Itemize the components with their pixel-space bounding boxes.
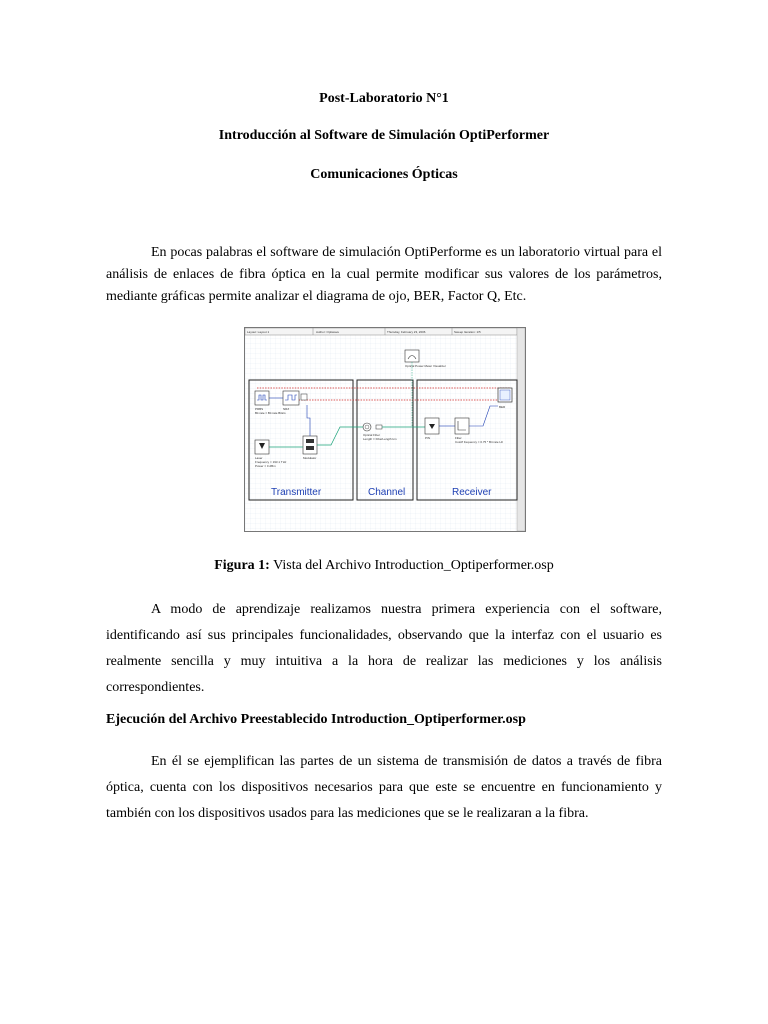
figure-schematic (244, 327, 526, 532)
paragraph-execution-text: En él se ejemplifican las partes de un sistema de transmisión de datos a través de fibra óptica, cuenta con los dispositivos necesarios para que este se encuentre en funcionamiento y también con los dispositivos usados para las mediciones que se le realizaran a la fibra. (106, 754, 662, 821)
filter-icon (455, 418, 469, 434)
prbs-detail: Bit rate = Bit rate Bits/s (255, 411, 286, 415)
header-layout: Layout: Layout 1 (247, 330, 270, 334)
ber-label: BER (499, 405, 506, 409)
header-sweep: Sweep Iteration: 1/5 (454, 330, 481, 334)
document-subtitle: Introducción al Software de Simulación OptiPerformer (218, 128, 550, 143)
power-meter-icon (405, 350, 419, 362)
filter-detail: Cutoff frequency = 0.75 * Bit rate Hz (455, 440, 504, 444)
power-meter-label: Optical Power Meter Visualizer (405, 364, 446, 368)
block-channel: Channel (368, 487, 406, 498)
laser-frequency: Frequency = 193.1 THz (255, 460, 287, 464)
block-receiver: Receiver (452, 487, 492, 498)
laser-power: Power = 0 dBm (255, 464, 276, 468)
paragraph-intro-text: En pocas palabras el software de simulación OptiPerforme es un laboratorio virtual para el análisis de enlaces de fibra óptica en la cual permite modificar sus valores de los parámetros, mediante gráficas permite analizar el diagrama de ojo, BER, Factor Q, Etc. (106, 245, 662, 304)
fiber-length: Length = FiberLength km (363, 437, 397, 441)
nrz-label: NRZ (283, 407, 290, 411)
modulator-icon (303, 436, 317, 454)
laser-label: Laser (255, 456, 263, 460)
header-author: Author: Optiwave (316, 330, 340, 334)
paragraph-learning (106, 597, 662, 701)
paragraph-execution (106, 749, 662, 827)
prbs-icon (255, 391, 269, 405)
section-heading: Ejecución del Archivo Preestablecido Introduction_Optiperformer.osp (106, 712, 526, 727)
fiber-icon (363, 423, 371, 431)
fiber-label: Optical Fiber (363, 433, 381, 437)
document-title: Post-Laboratorio N°1 (319, 91, 449, 106)
prbs-label: PRBS (255, 407, 264, 411)
pin-label: PIN (425, 436, 431, 440)
nrz-icon (283, 391, 299, 405)
scrollbar[interactable] (517, 328, 525, 531)
schematic-diagram (245, 328, 525, 531)
caption-label: Figura 1: (214, 558, 270, 573)
course-name: Comunicaciones Ópticas (310, 167, 458, 182)
header-date: Thursday, February 23, 2006 (387, 330, 426, 334)
filter-label: Filter (455, 436, 462, 440)
paragraph-learning-text: A modo de aprendizaje realizamos nuestra primera experiencia con el software, identificando así sus principales funcionalidades, observando que la interfaz con el usuario es realmente sencilla y muy intuitiva a la hora de realizar las mediciones y los análisis correspondientes. (106, 602, 662, 695)
block-transmitter: Transmitter (271, 487, 322, 498)
modulator-label: Modulator (303, 456, 317, 460)
caption-text: Vista del Archivo Introduction_Optiperformer.osp (273, 558, 554, 573)
paragraph-intro (106, 242, 662, 308)
figure-caption (0, 558, 768, 574)
